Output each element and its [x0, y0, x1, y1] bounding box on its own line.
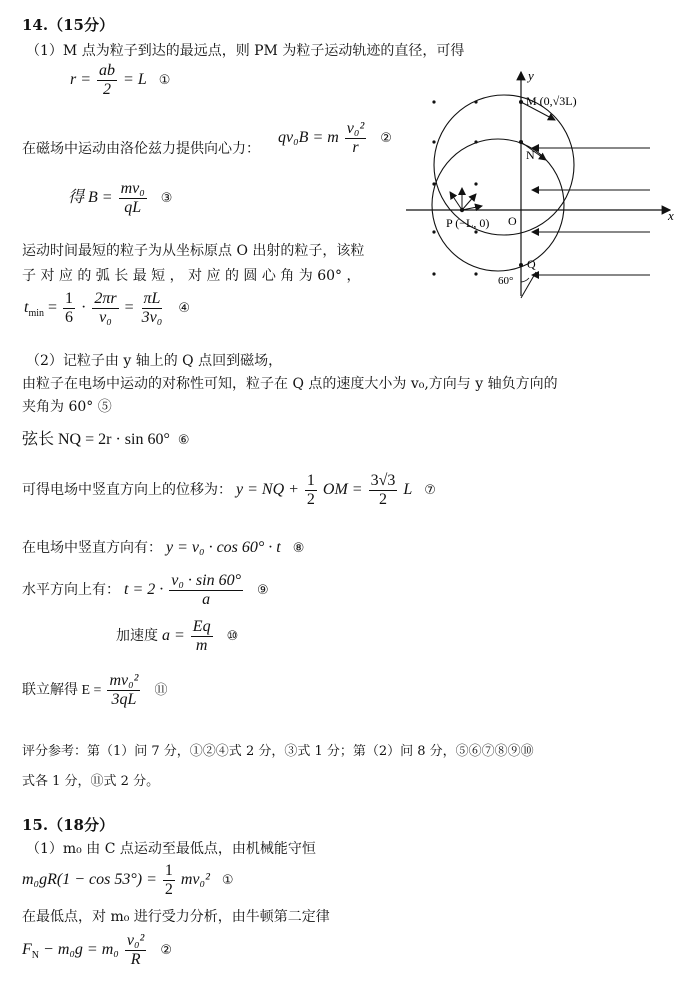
q-point-label: Q [527, 257, 536, 271]
y-axis-label: y [528, 68, 534, 83]
point-p [460, 208, 464, 212]
point-m [519, 100, 523, 104]
q15-eq1: m₀gR(1 − cos 53°) = $\frac{1}{2}$ mv₀² ① [22, 862, 234, 898]
q14-para-short-1: 运动时间最短的粒子为从坐标原点 O 出射的粒子，该粒 [22, 243, 365, 259]
q14-eq3: 得 B = $\frac{\text{mv₀}}{qL}$ ③ [68, 180, 173, 216]
q14-p2-sym-2: 夹角为 60° ⑤ [22, 399, 112, 415]
angle-arc [521, 278, 529, 282]
p-point-label: P (−L, 0) [446, 216, 490, 230]
q14-eq8: 在电场中竖直方向有： y = v₀ · cos 60° · t ⑧ [22, 539, 305, 556]
q14-score-1: 评分参考：第（1）问 7 分，①②④式 2 分，③式 1 分；第（2）问 8 分，⑤⑥⑦⑧⑨⑩ [22, 744, 534, 759]
q14-lorentz-text: 在磁场中运动由洛伦兹力提供向心力： [22, 141, 260, 157]
trajectory-circle-upper [434, 95, 574, 235]
q15-p2: 在最低点，对 m₀ 进行受力分析，由牛顿第二定律 [22, 909, 330, 925]
x-axis-label: x [668, 208, 674, 223]
q14-p2-intro: （2）记粒子由 y 轴上的 Q 点回到磁场， [26, 353, 283, 369]
q14-eq2: qv₀B = m $\frac{\text{v₀²}}{r}$ ② [278, 120, 392, 156]
magnetic-field-diagram [400, 60, 682, 300]
q14-p2-sym-1: 由粒子在电场中运动的对称性可知，粒子在 Q 点的速度大小为 v₀,方向与 y 轴负方向的 [22, 376, 558, 392]
point-n [519, 140, 523, 144]
q15-p1: （1）m₀ 由 C 点运动至最低点，由机械能守恒 [26, 841, 316, 857]
n-point-label: N [526, 148, 535, 162]
q14-eq10: 加速度 a = $\frac{Eq}{m}$ ⑩ [116, 618, 239, 654]
q15-eq2: $F_N - m_0g = m_0$ $\frac{\text{v₀²}}{R}$ ② [22, 932, 172, 968]
q14-score-2: 式各 1 分，⑪式 2 分。 [22, 774, 160, 789]
o-point-label: O [508, 214, 517, 228]
q14-para-short-2: 子 对 应 的 弧 长 最 短 ， 对 应 的 圆 心 角 为 60° ， [22, 268, 361, 284]
point-q [519, 263, 523, 267]
q14-eq7: 可得电场中竖直方向上的位移为： y = NQ + $\frac{1}{2}$ OM = $\frac{3√3}{2}$ L ⑦ [22, 472, 436, 508]
q14-p1-intro: （1）M 点为粒子到达的最远点，则 PM 为粒子运动轨迹的直径，可得 [26, 43, 465, 59]
q15-header: 15.（18分） [22, 816, 114, 834]
q14-header: 14.（15分） [22, 16, 114, 34]
m-point-label: M (0,√3L) [526, 94, 577, 108]
q14-eq1: r = $\frac{ab}{2}$ = L ① [70, 62, 171, 98]
angle-label: 60° [498, 275, 514, 287]
q14-eq11: 联立解得 E = $\frac{\text{mv₀²}}{3qL}$ ⑪ [22, 672, 168, 708]
q14-eq9: 水平方向上有： t = 2 · $\frac{\text{v₀ · sin 60°}}{a}$ ⑨ [22, 572, 269, 608]
q14-eq4: $t_{min}$ = $\frac{1}{6}$ · $\frac{2\pi r}{\text{v₀}}$ = $\frac{\pi L}{\text{3v₀}}$ ④ [24, 290, 190, 326]
q14-eq6: 弦长 NQ = 2r · sin 60° ⑥ [22, 431, 190, 448]
velocity-arrow-q [521, 272, 536, 298]
emission-arrow [450, 192, 462, 210]
field-dots [432, 100, 477, 275]
